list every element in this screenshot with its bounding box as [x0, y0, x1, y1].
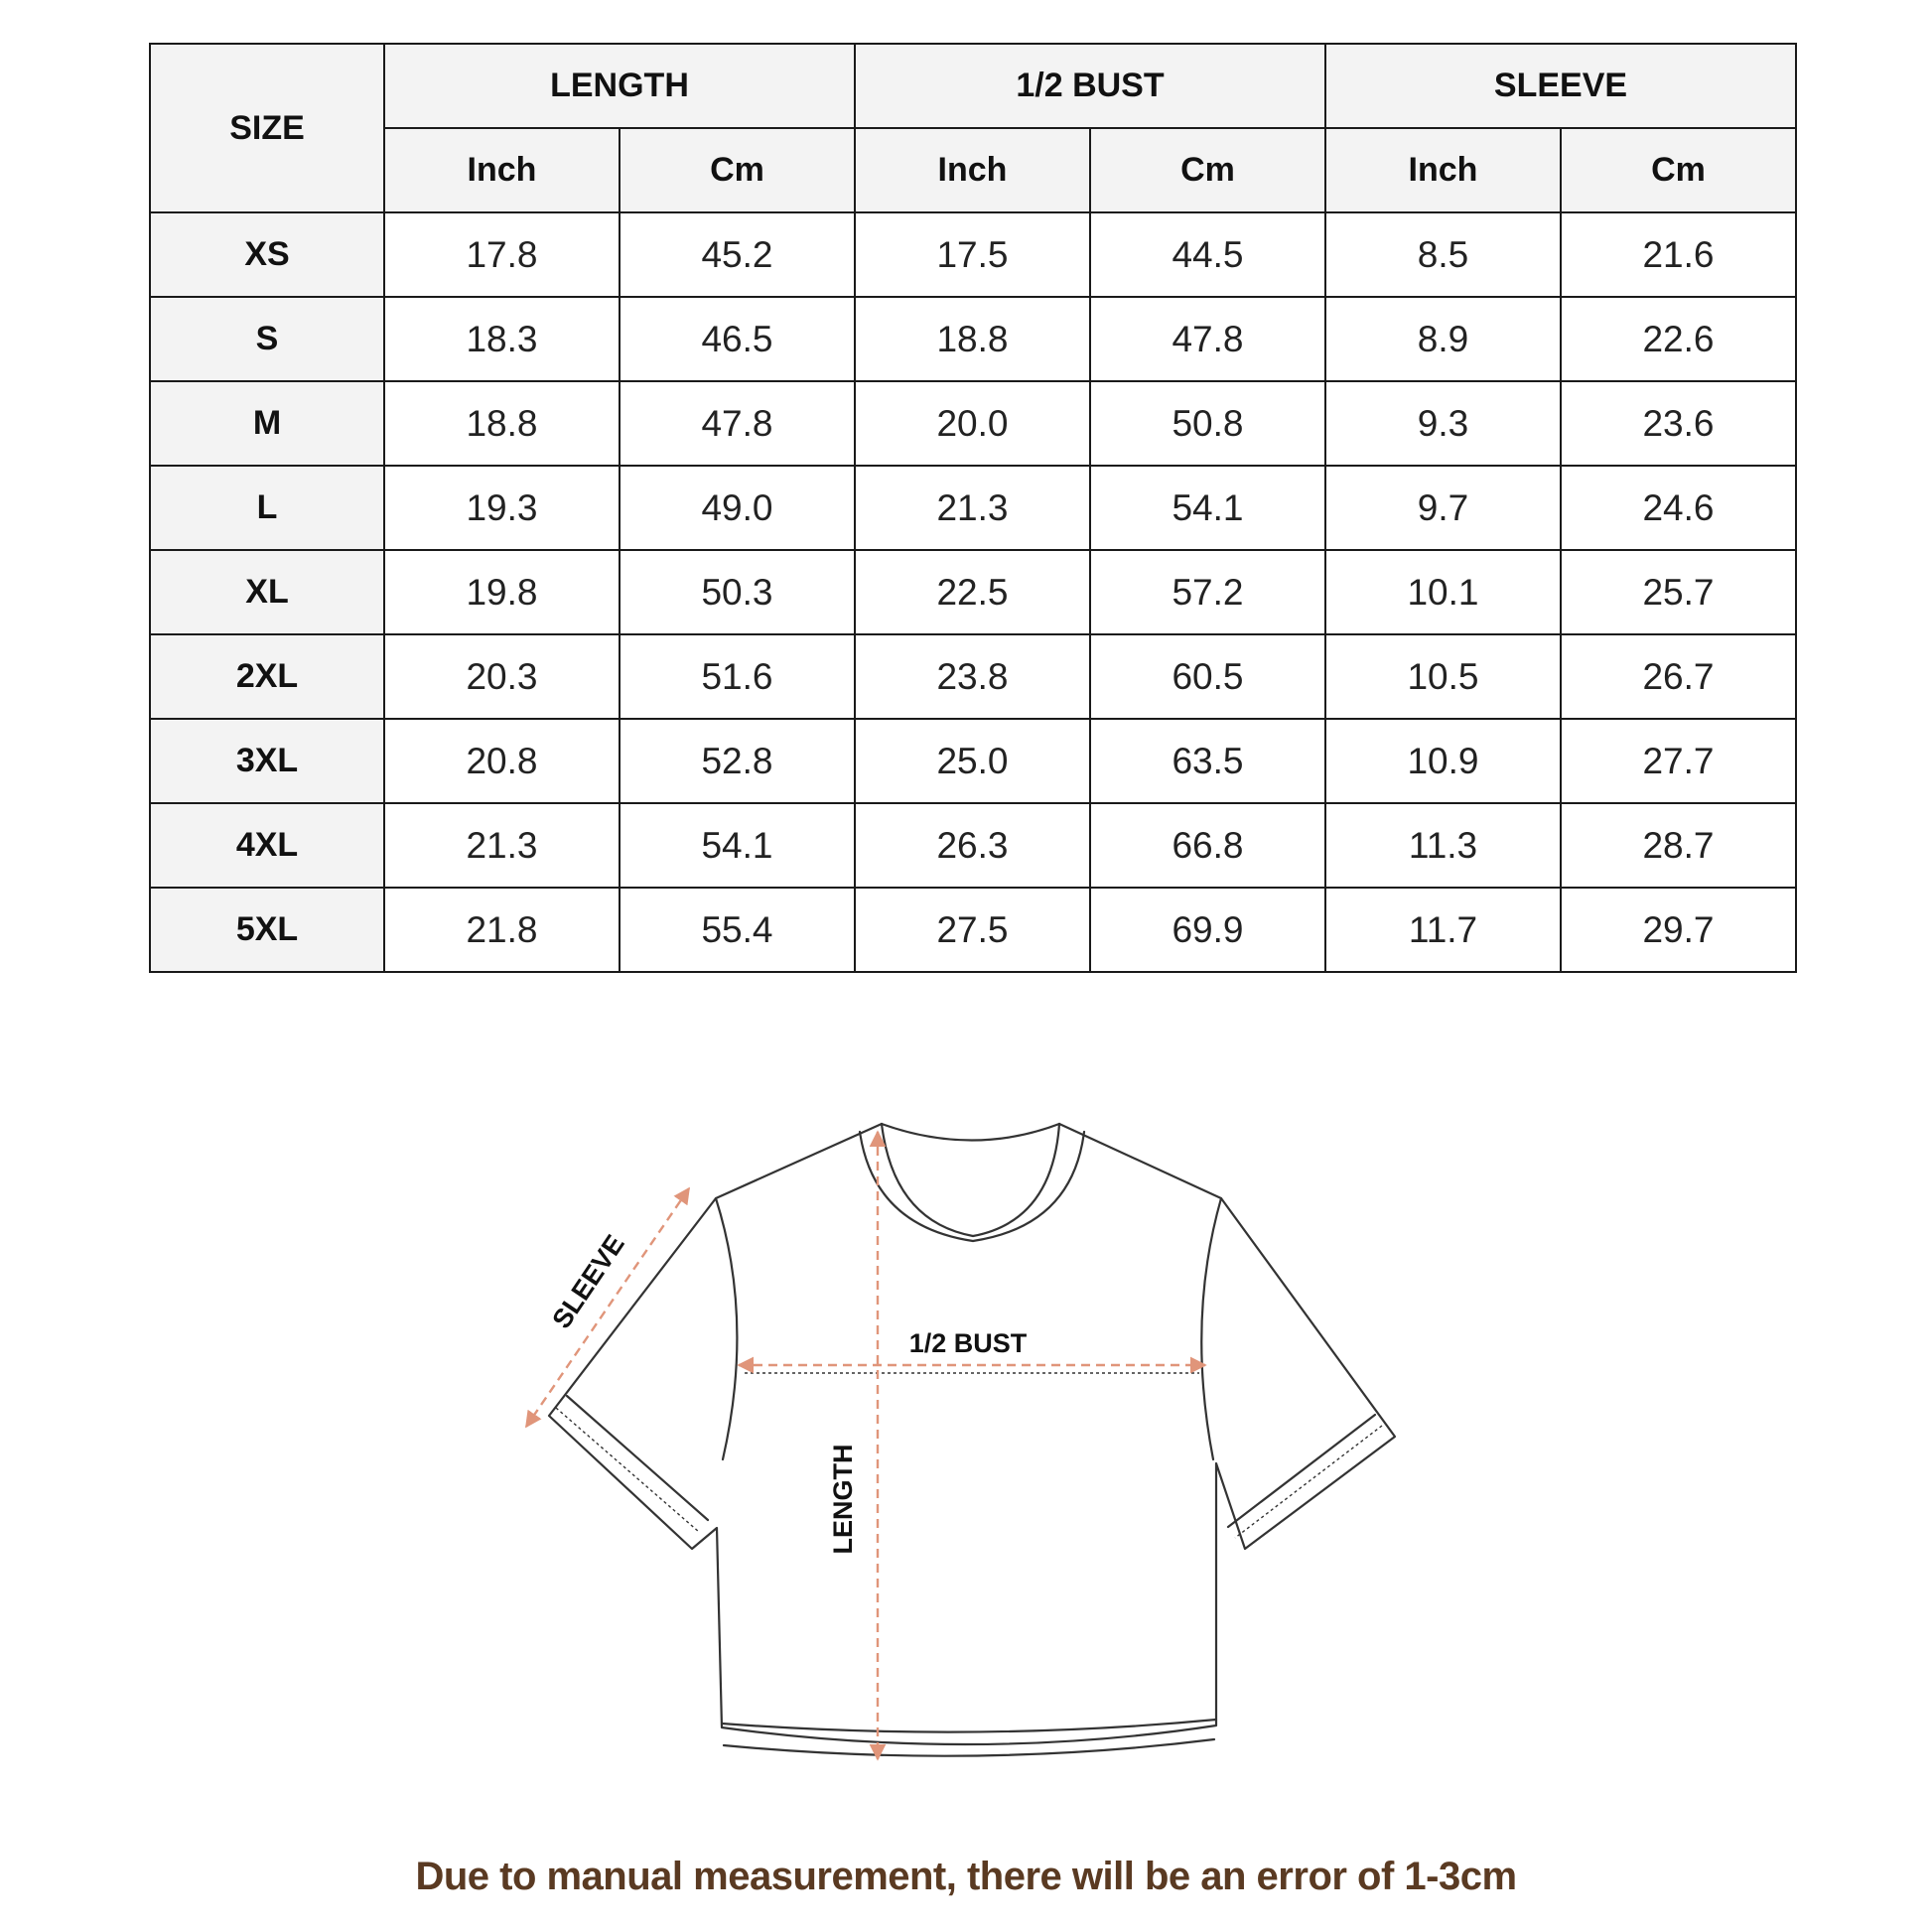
value-cell: 19.8 — [384, 550, 620, 634]
value-cell: 21.3 — [384, 803, 620, 888]
value-cell: 21.3 — [855, 466, 1090, 550]
bust-label: 1/2 BUST — [908, 1328, 1028, 1358]
value-cell: 54.1 — [1090, 466, 1325, 550]
value-cell: 11.7 — [1325, 888, 1561, 972]
value-cell: 26.7 — [1561, 634, 1796, 719]
table-row — [150, 212, 1796, 297]
value-cell: 18.3 — [384, 297, 620, 381]
value-cell: 10.1 — [1325, 550, 1561, 634]
value-cell: 51.6 — [620, 634, 855, 719]
value-cell: 57.2 — [1090, 550, 1325, 634]
length-label: LENGTH — [828, 1444, 858, 1555]
value-cell: 23.6 — [1561, 381, 1796, 466]
group-header-sleeve: SLEEVE — [1325, 44, 1796, 128]
size-cell: 3XL — [150, 719, 384, 803]
value-cell: 47.8 — [1090, 297, 1325, 381]
size-cell: L — [150, 466, 384, 550]
value-cell: 29.7 — [1561, 888, 1796, 972]
value-cell: 8.9 — [1325, 297, 1561, 381]
size-cell: 5XL — [150, 888, 384, 972]
table-row — [150, 803, 1796, 888]
value-cell: 52.8 — [620, 719, 855, 803]
value-cell: 25.0 — [855, 719, 1090, 803]
value-cell: 11.3 — [1325, 803, 1561, 888]
stitch-lines — [556, 1373, 1382, 1538]
size-cell: S — [150, 297, 384, 381]
value-cell: 50.3 — [620, 550, 855, 634]
left-armhole-seam — [716, 1198, 737, 1459]
table-row — [150, 381, 1796, 466]
value-cell: 50.8 — [1090, 381, 1325, 466]
value-cell: 44.5 — [1090, 212, 1325, 297]
right-armhole-seam — [1201, 1198, 1221, 1459]
value-cell: 60.5 — [1090, 634, 1325, 719]
value-cell: 17.8 — [384, 212, 620, 297]
tshirt-measurement-diagram — [0, 1052, 1932, 1807]
table-row — [150, 888, 1796, 972]
table-row — [150, 634, 1796, 719]
hem-inner-seam — [724, 1739, 1214, 1756]
value-cell: 8.5 — [1325, 212, 1561, 297]
value-cell: 26.3 — [855, 803, 1090, 888]
unit-header: Cm — [1561, 128, 1796, 212]
value-cell: 20.8 — [384, 719, 620, 803]
value-cell: 66.8 — [1090, 803, 1325, 888]
value-cell: 10.9 — [1325, 719, 1561, 803]
hem-seam — [722, 1720, 1216, 1732]
value-cell: 28.7 — [1561, 803, 1796, 888]
table-row — [150, 297, 1796, 381]
size-cell: XL — [150, 550, 384, 634]
value-cell: 9.3 — [1325, 381, 1561, 466]
value-cell: 18.8 — [855, 297, 1090, 381]
value-cell: 17.5 — [855, 212, 1090, 297]
value-cell: 49.0 — [620, 466, 855, 550]
size-chart-table — [149, 43, 1797, 973]
value-cell: 19.3 — [384, 466, 620, 550]
measurement-arrows — [526, 1132, 1205, 1759]
neck-inner — [882, 1124, 1059, 1141]
value-cell: 10.5 — [1325, 634, 1561, 719]
unit-header: Inch — [384, 128, 620, 212]
value-cell: 45.2 — [620, 212, 855, 297]
value-cell: 27.5 — [855, 888, 1090, 972]
value-cell: 20.0 — [855, 381, 1090, 466]
value-cell: 69.9 — [1090, 888, 1325, 972]
value-cell: 27.7 — [1561, 719, 1796, 803]
value-cell: 23.8 — [855, 634, 1090, 719]
value-cell: 46.5 — [620, 297, 855, 381]
value-cell: 24.6 — [1561, 466, 1796, 550]
value-cell: 9.7 — [1325, 466, 1561, 550]
table-row — [150, 550, 1796, 634]
value-cell: 54.1 — [620, 803, 855, 888]
sleeve-label: SLEEVE — [546, 1229, 630, 1334]
right-sleeve-cuff — [1228, 1415, 1375, 1527]
value-cell: 63.5 — [1090, 719, 1325, 803]
tshirt-outline — [549, 1124, 1395, 1756]
value-cell: 21.8 — [384, 888, 620, 972]
size-header: SIZE — [150, 44, 384, 212]
group-header-length: LENGTH — [384, 44, 855, 128]
value-cell: 47.8 — [620, 381, 855, 466]
size-cell: XS — [150, 212, 384, 297]
left-sleeve-cuff — [567, 1396, 708, 1520]
size-cell: M — [150, 381, 384, 466]
unit-header: Inch — [855, 128, 1090, 212]
size-cell: 2XL — [150, 634, 384, 719]
value-cell: 22.6 — [1561, 297, 1796, 381]
value-cell: 18.8 — [384, 381, 620, 466]
size-cell: 4XL — [150, 803, 384, 888]
measurement-note: Due to manual measurement, there will be an error of 1-3cm — [415, 1855, 1517, 1898]
table-row — [150, 466, 1796, 550]
value-cell: 55.4 — [620, 888, 855, 972]
value-cell: 22.5 — [855, 550, 1090, 634]
sleeve-arrow — [526, 1188, 689, 1427]
tshirt-body-outline — [549, 1124, 1395, 1744]
value-cell: 21.6 — [1561, 212, 1796, 297]
value-cell: 20.3 — [384, 634, 620, 719]
unit-header: Cm — [620, 128, 855, 212]
unit-header: Inch — [1325, 128, 1561, 212]
table-row — [150, 719, 1796, 803]
value-cell: 25.7 — [1561, 550, 1796, 634]
unit-header: Cm — [1090, 128, 1325, 212]
group-header-bust: 1/2 BUST — [855, 44, 1325, 128]
neck-rib — [860, 1132, 1084, 1241]
